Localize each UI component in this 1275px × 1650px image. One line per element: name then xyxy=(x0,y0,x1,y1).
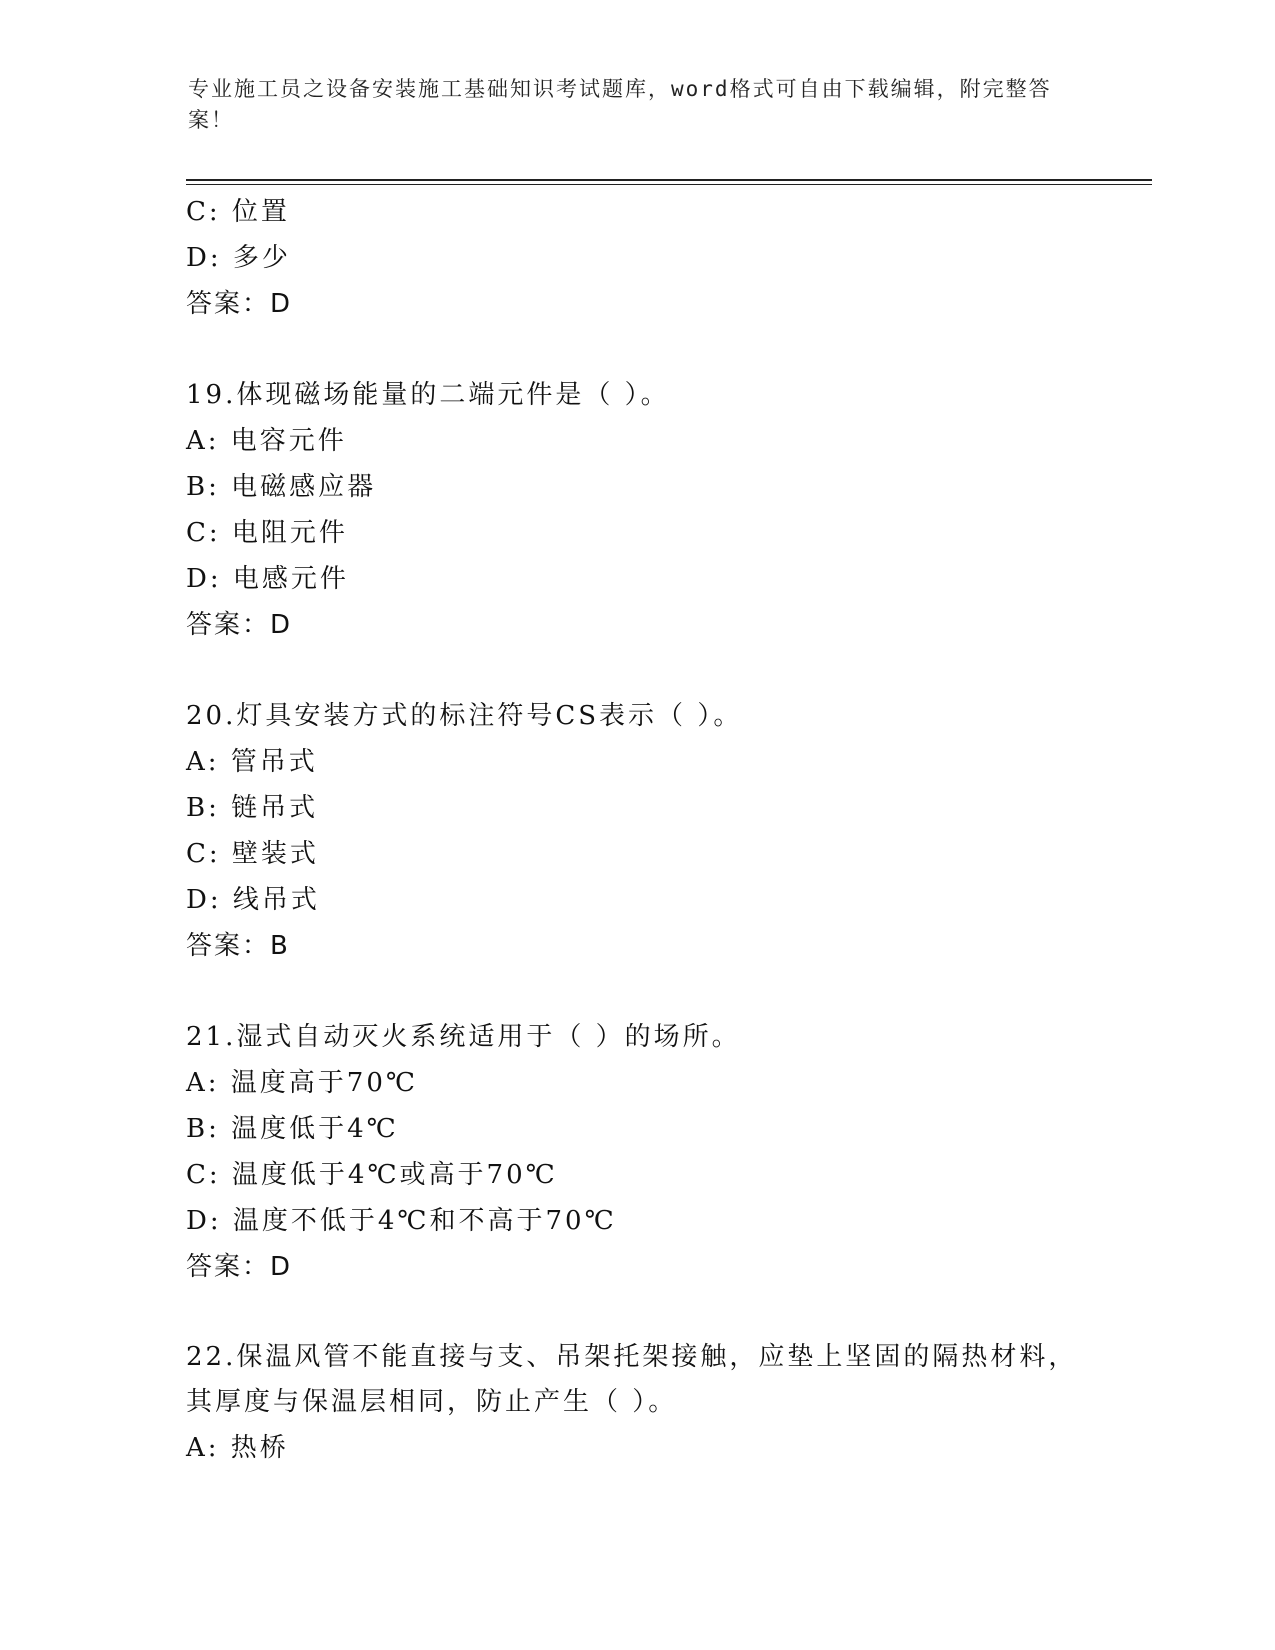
answer: 答案：B xyxy=(186,931,290,961)
answer: 答案：D xyxy=(186,610,293,640)
option-c: C: 温度低于4℃或高于70℃ xyxy=(186,1160,558,1190)
page-header: 专业施工员之设备安装施工基础知识考试题库，word格式可自由下载编辑，附完整答案！ xyxy=(188,77,1052,132)
option-d: D: 电感元件 xyxy=(186,564,349,594)
answer: 答案：D xyxy=(186,289,293,319)
question-title: 21.湿式自动灭火系统适用于（ ）的场所。 xyxy=(186,1022,741,1052)
option-c: C: 壁装式 xyxy=(186,839,319,869)
option-b: B: 温度低于4℃ xyxy=(186,1114,399,1144)
option-d: D: 多少 xyxy=(186,243,291,273)
question-list xyxy=(186,189,1086,1471)
option-a: A: 热桥 xyxy=(186,1433,289,1463)
header-divider-thin xyxy=(186,184,1152,185)
question-title: 22.保温风管不能直接与支、吊架托架接触，应垫上坚固的隔热材料，其厚度与保温层相同，防止产生（ ）。 xyxy=(186,1342,1078,1417)
option-b: B: 链吊式 xyxy=(186,793,319,823)
option-a: A: 电容元件 xyxy=(186,426,347,456)
option-d: D: 线吊式 xyxy=(186,885,320,915)
option-a: A: 温度高于70℃ xyxy=(186,1068,418,1098)
option-a: A: 管吊式 xyxy=(186,747,318,777)
option-d: D: 温度不低于4℃和不高于70℃ xyxy=(186,1206,617,1236)
option-b: B: 电磁感应器 xyxy=(186,472,377,502)
header-divider-thick xyxy=(186,179,1152,181)
question-title: 19.体现磁场能量的二端元件是（ ）。 xyxy=(186,380,670,410)
answer: 答案：D xyxy=(186,1252,293,1282)
question-title: 20.灯具安装方式的标注符号CS表示（ ）。 xyxy=(186,701,743,731)
option-c: C: 位置 xyxy=(186,197,290,227)
option-c: C: 电阻元件 xyxy=(186,518,348,548)
